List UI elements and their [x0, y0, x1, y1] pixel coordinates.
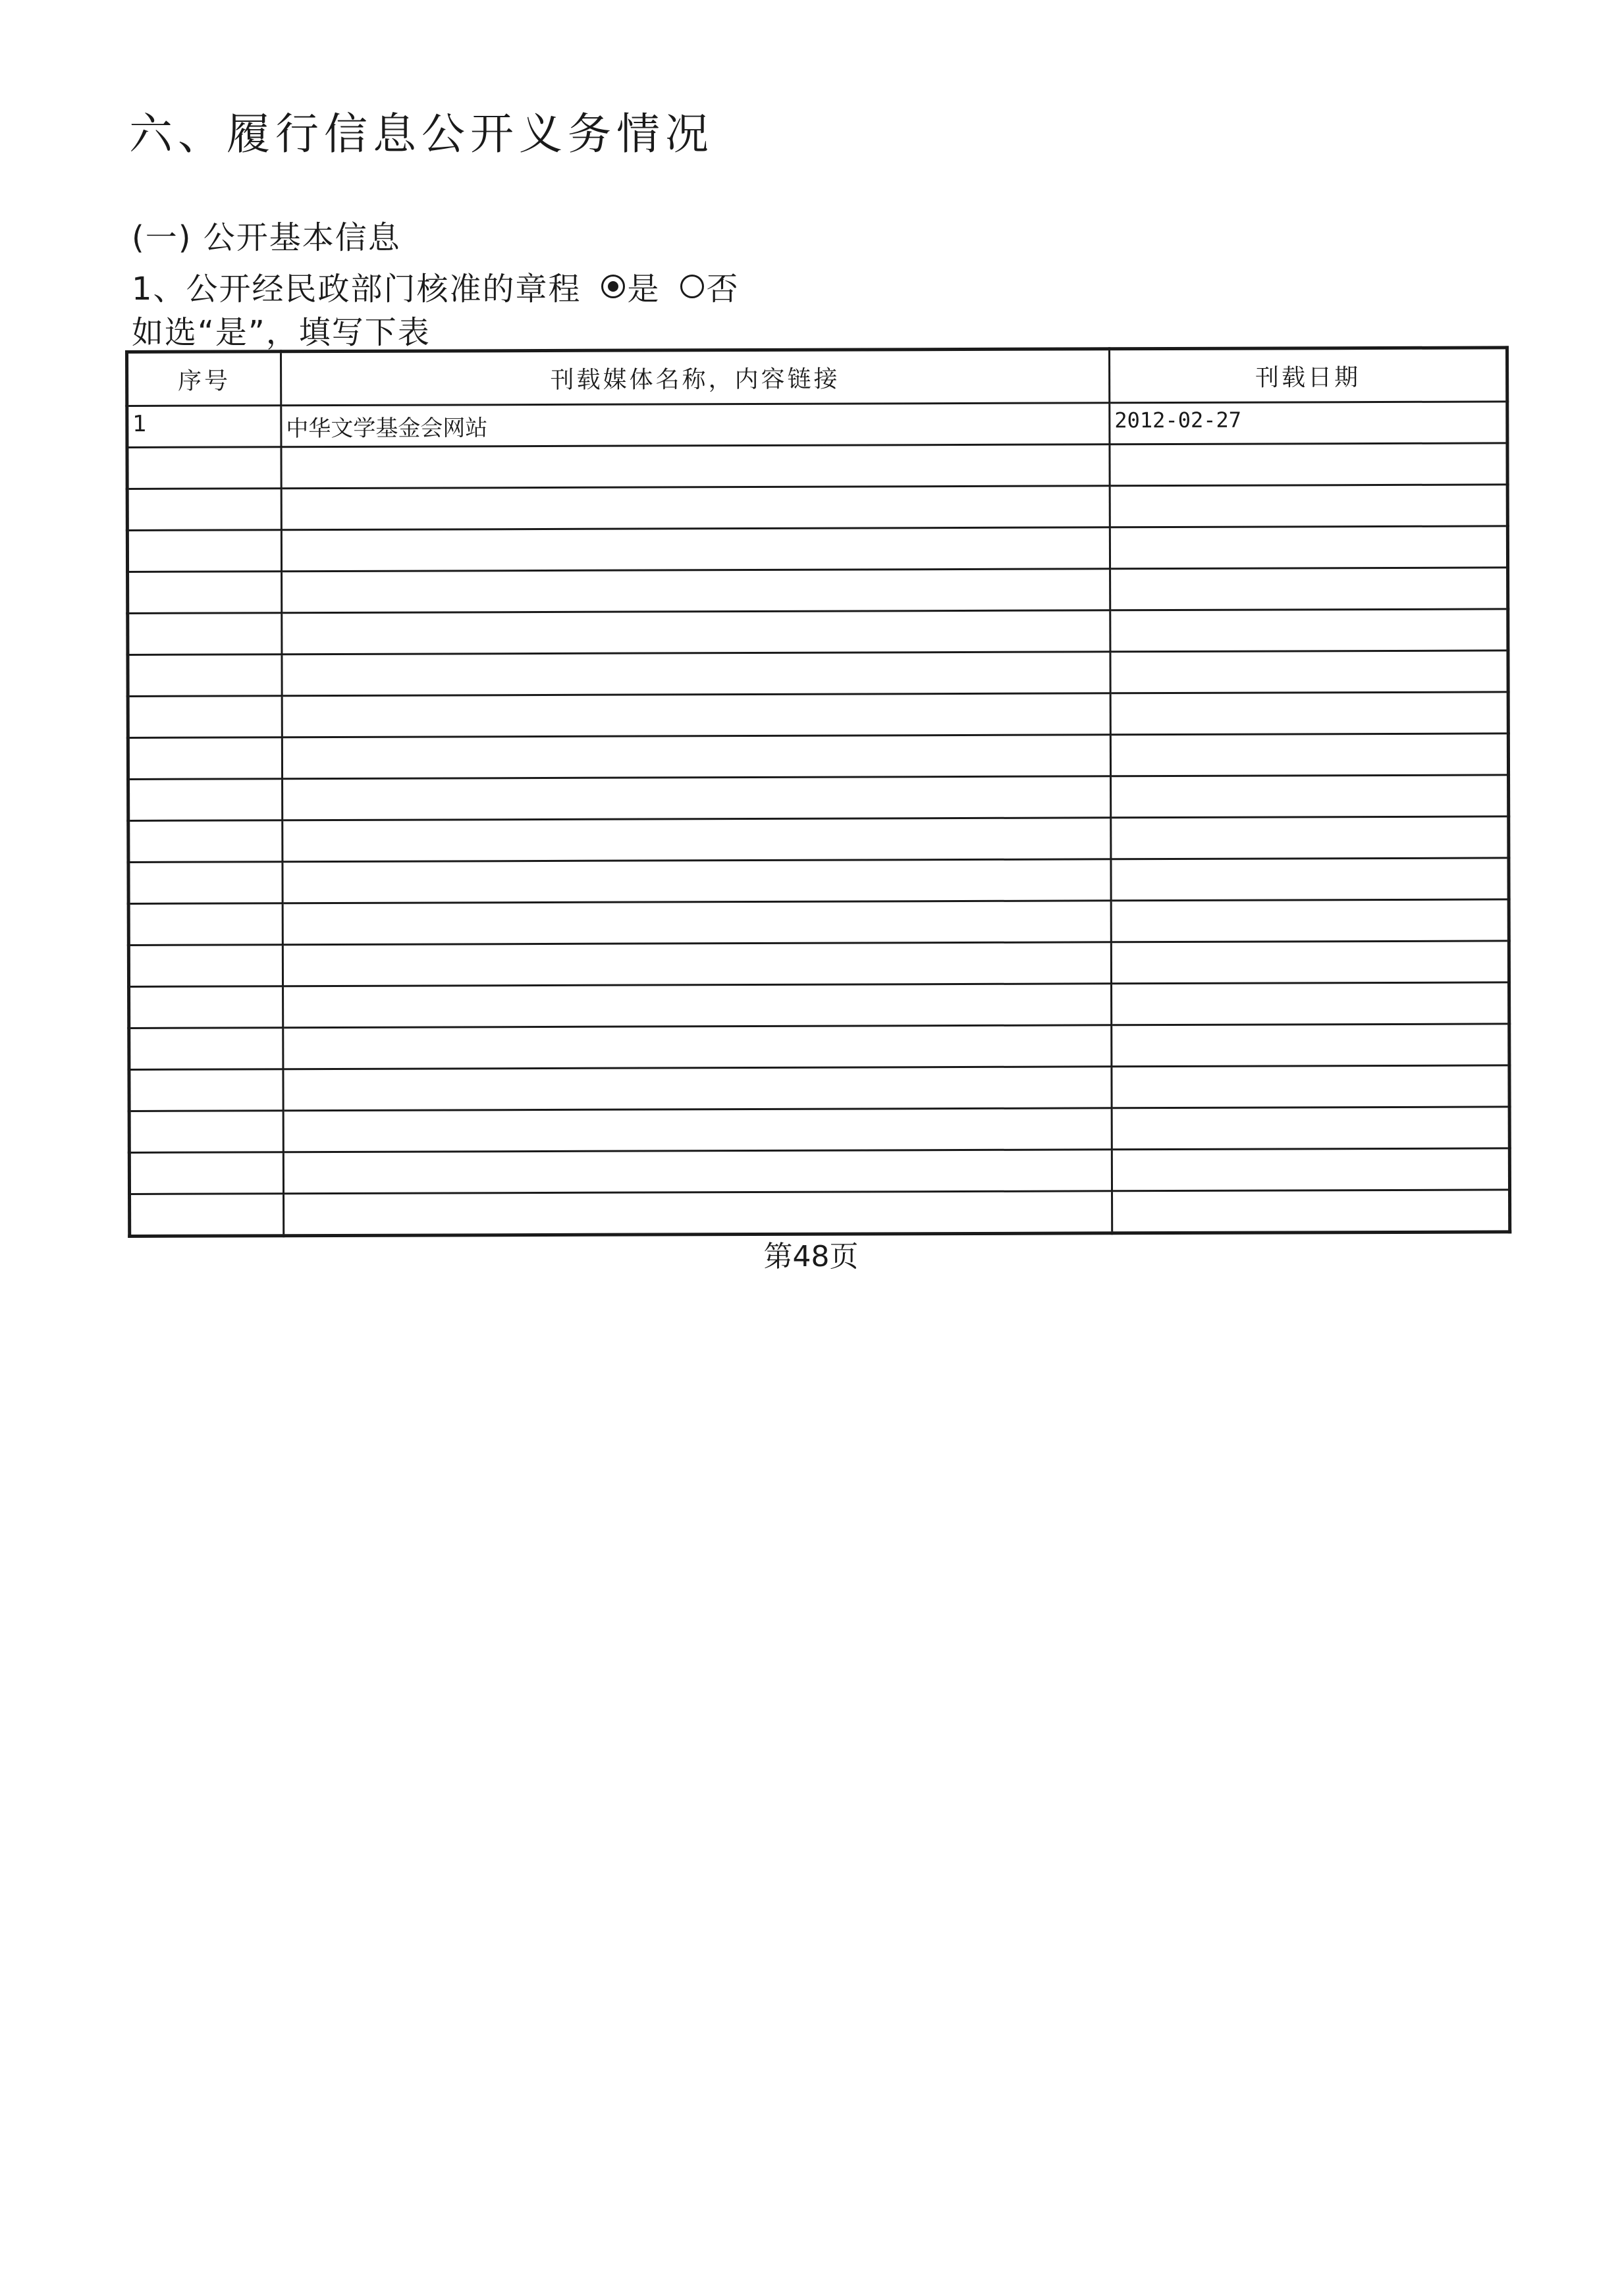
cell-media — [283, 1025, 1112, 1069]
cell-media — [283, 942, 1111, 986]
table-row — [129, 982, 1509, 1028]
cell-date — [1111, 941, 1509, 984]
cell-date — [1110, 692, 1508, 735]
table-row — [127, 443, 1507, 489]
cell-media — [282, 610, 1110, 654]
cell-index — [127, 447, 281, 489]
table-header-row — [127, 348, 1507, 406]
table-row — [128, 858, 1509, 904]
cell-date — [1112, 1024, 1509, 1067]
cell-media — [282, 693, 1110, 737]
cell-media — [284, 1191, 1112, 1236]
cell-media — [283, 818, 1111, 862]
table-row — [129, 1148, 1509, 1194]
cell-date: 2012-02-27 — [1110, 402, 1507, 444]
cell-date — [1111, 816, 1509, 859]
table-row — [127, 526, 1507, 572]
table-row — [128, 899, 1509, 946]
table-row — [128, 734, 1508, 780]
cell-index — [128, 737, 282, 780]
cell-media — [283, 1108, 1112, 1152]
header-media: 刊载媒体名称，内容链接 — [281, 349, 1110, 406]
cell-media — [282, 569, 1110, 613]
cell-date — [1110, 734, 1508, 776]
cell-index — [128, 572, 282, 614]
cell-date — [1110, 526, 1507, 569]
cell-date — [1111, 858, 1509, 901]
cell-date — [1110, 609, 1508, 652]
cell-index — [129, 986, 283, 1028]
cell-media — [283, 984, 1112, 1028]
page-number: 第48页 — [763, 1240, 859, 1273]
table-row — [128, 568, 1508, 614]
cell-media — [283, 859, 1111, 903]
cell-index — [128, 696, 282, 738]
cell-date — [1110, 651, 1508, 693]
option-yes[interactable] — [601, 263, 661, 309]
table-row — [129, 1107, 1509, 1153]
cell-date — [1110, 568, 1508, 610]
table-row — [127, 485, 1507, 531]
option-no[interactable] — [680, 263, 740, 309]
cell-media — [282, 735, 1110, 779]
table-row — [128, 775, 1509, 821]
cell-media — [282, 652, 1110, 696]
publication-table — [125, 346, 1511, 1238]
cell-index — [130, 1194, 284, 1237]
cell-date — [1110, 485, 1507, 527]
question-row — [132, 263, 740, 309]
cell-index — [128, 779, 283, 821]
header-index: 序号 — [127, 352, 281, 406]
instruction-text: 如选“是”，填写下表 — [132, 314, 431, 351]
cell-date — [1111, 775, 1509, 818]
cell-index: 1 — [127, 406, 281, 448]
cell-index — [129, 1028, 283, 1070]
cell-date — [1112, 982, 1509, 1025]
subsection-heading: (一) 公开基本信息 — [132, 219, 401, 256]
cell-index — [128, 862, 283, 904]
question-text: 1、公开经民政部门核准的章程 — [132, 271, 581, 307]
cell-index — [128, 903, 283, 946]
table-row — [130, 1190, 1510, 1237]
option-yes-label: 是 — [627, 271, 661, 307]
table-row — [129, 1024, 1509, 1070]
cell-index — [128, 654, 282, 697]
cell-index — [129, 1069, 283, 1111]
header-date: 刊载日期 — [1110, 348, 1507, 403]
cell-index — [127, 489, 281, 531]
cell-date — [1112, 1148, 1509, 1191]
radio-checked-icon[interactable] — [601, 275, 625, 298]
cell-index — [129, 1152, 283, 1194]
cell-media — [283, 1150, 1112, 1194]
cell-media — [283, 776, 1111, 820]
cell-media — [281, 486, 1110, 530]
cell-date — [1112, 1107, 1509, 1150]
cell-date — [1112, 1065, 1509, 1108]
cell-date — [1111, 899, 1509, 942]
cell-index — [128, 945, 283, 987]
table-row — [127, 402, 1507, 448]
cell-date — [1112, 1190, 1510, 1233]
cell-index — [128, 613, 282, 655]
cell-media — [281, 527, 1110, 572]
cell-index — [127, 530, 281, 572]
cell-media — [283, 901, 1111, 945]
radio-unchecked-icon[interactable] — [680, 275, 704, 298]
table-row — [128, 816, 1509, 863]
table-row — [129, 1065, 1509, 1111]
cell-index — [129, 1111, 283, 1153]
table-row — [128, 692, 1508, 738]
option-no-label: 否 — [706, 271, 740, 307]
table-row — [128, 609, 1508, 655]
section-heading: 六、履行信息公开义务情况 — [129, 109, 714, 159]
table-row — [128, 941, 1509, 987]
cell-index — [128, 820, 283, 863]
cell-date — [1110, 443, 1507, 486]
table-row — [128, 651, 1508, 697]
cell-media — [281, 444, 1110, 489]
cell-media — [283, 1067, 1112, 1111]
cell-media: 中华文学基金会网站 — [281, 403, 1110, 447]
